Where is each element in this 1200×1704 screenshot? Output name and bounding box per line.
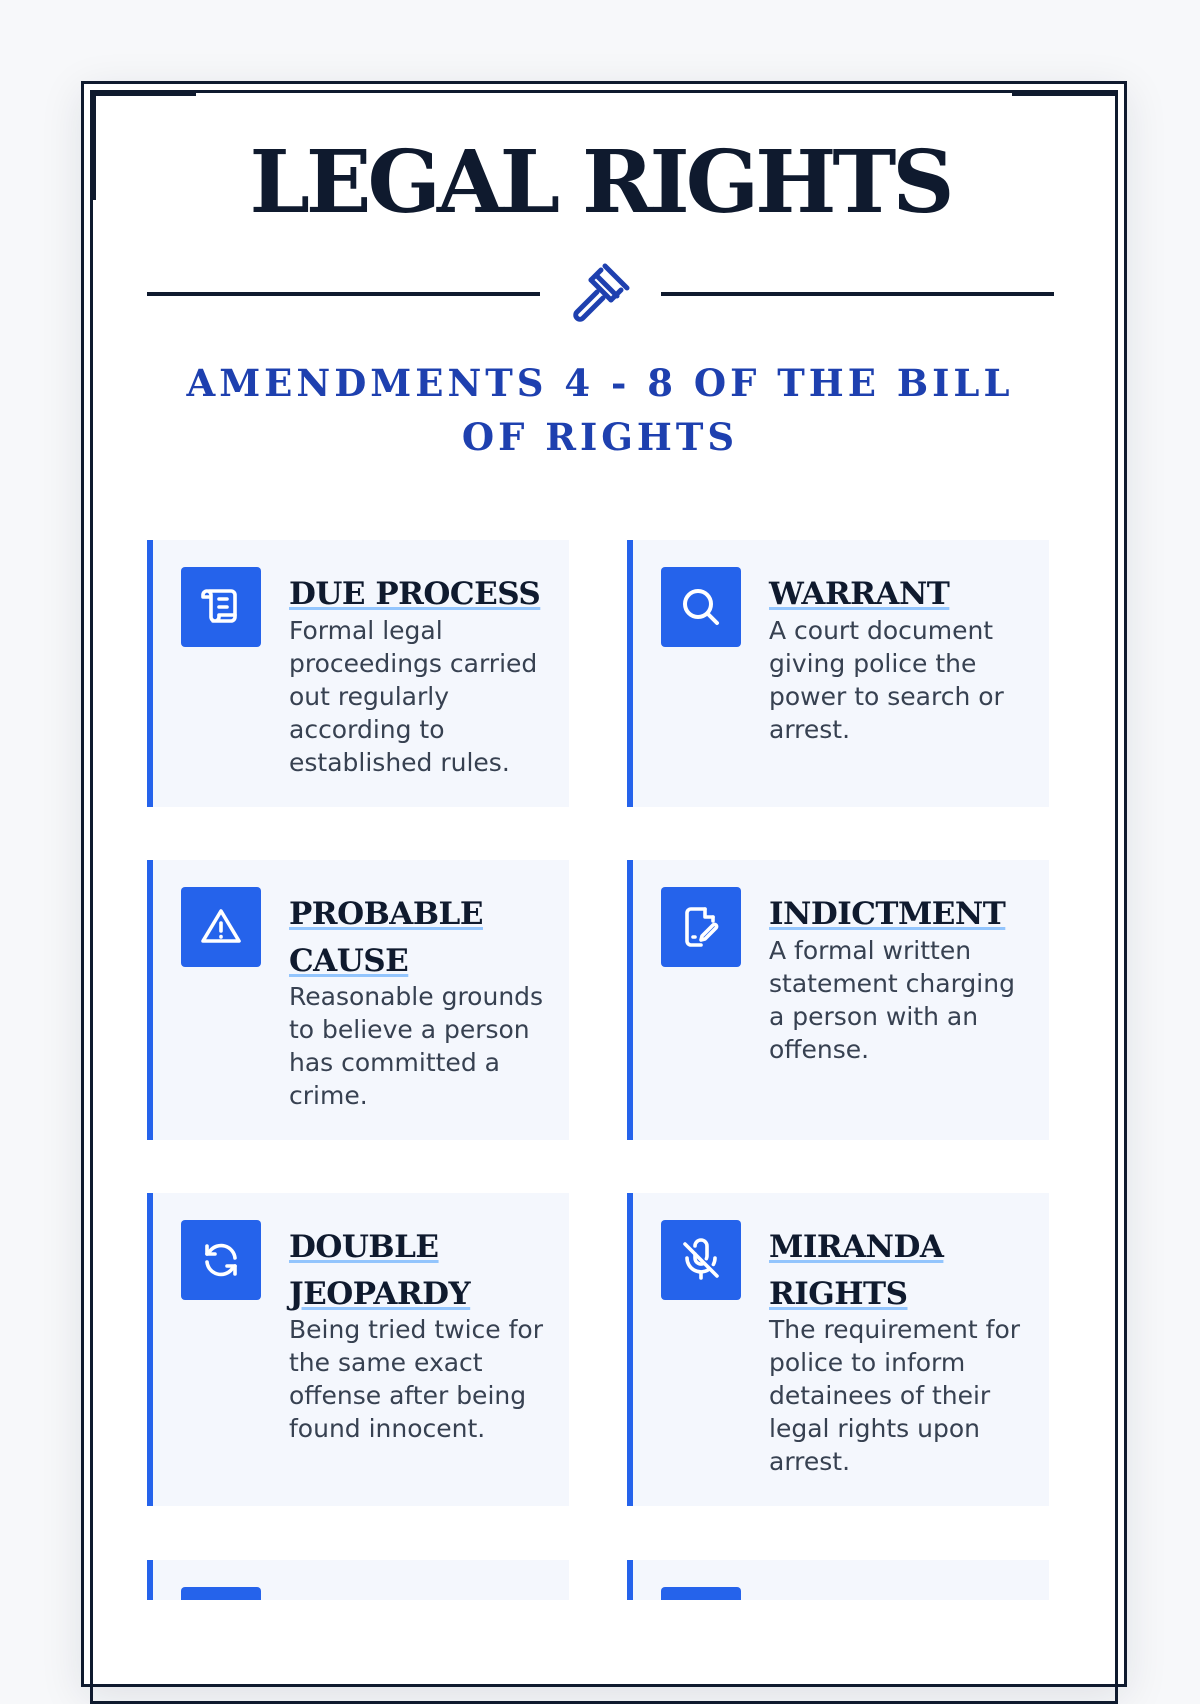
search-icon xyxy=(677,583,725,631)
scroll-icon xyxy=(197,583,245,631)
corner-ornament xyxy=(1012,90,1118,96)
file-icon-box xyxy=(661,887,741,967)
term-card-due-process xyxy=(147,540,569,807)
term-title: MIRANDA RIGHTS xyxy=(769,1229,944,1312)
refresh-icon xyxy=(197,1236,245,1284)
term-title: WARRANT xyxy=(769,576,950,612)
page-title: LEGAL RIGHTS xyxy=(249,132,951,233)
term-card-double-jeopardy xyxy=(147,1193,569,1506)
term-title: INDICTMENT xyxy=(769,896,1006,932)
term-card-warrant xyxy=(627,540,1049,807)
divider-line xyxy=(147,292,540,296)
microphone-off-icon xyxy=(677,1236,725,1284)
refresh-icon-box xyxy=(181,1220,261,1300)
search-icon-box xyxy=(661,567,741,647)
icon-box xyxy=(181,1587,261,1600)
alert-triangle-icon xyxy=(197,903,245,951)
term-card-miranda-rights xyxy=(627,1193,1049,1506)
term-card-indictment xyxy=(627,860,1049,1140)
term-card-probable-cause xyxy=(147,860,569,1140)
term-definition: A court document giving police the power to search or arrest. xyxy=(769,616,1004,744)
term-title: PROBABLE CAUSE xyxy=(289,896,483,979)
term-card-partial xyxy=(627,1560,1049,1600)
corner-ornament xyxy=(90,90,196,96)
term-definition: A formal written statement charging a person with an offense. xyxy=(769,936,1015,1064)
divider-line xyxy=(661,292,1054,296)
alert-icon-box xyxy=(181,887,261,967)
mic-off-icon-box xyxy=(661,1220,741,1300)
term-title: DOUBLE JEOPARDY xyxy=(289,1229,471,1312)
term-definition: Being tried twice for the same exact offense after being found innocent. xyxy=(289,1315,544,1443)
gavel-icon xyxy=(567,262,633,328)
term-title: DUE PROCESS xyxy=(289,576,541,612)
term-definition: Reasonable grounds to believe a person has committed a crime. xyxy=(289,982,544,1110)
icon-box xyxy=(661,1587,741,1600)
term-definition: Formal legal proceedings carried out regularly according to established rules. xyxy=(289,616,538,777)
scroll-icon-box xyxy=(181,567,261,647)
term-definition: The requirement for police to inform detainees of their legal rights upon arrest. xyxy=(769,1315,1021,1476)
file-signature-icon xyxy=(677,903,725,951)
term-card-partial xyxy=(147,1560,569,1600)
subtitle: AMENDMENTS 4 - 8 OF THE BILL OF RIGHTS xyxy=(186,361,1014,459)
